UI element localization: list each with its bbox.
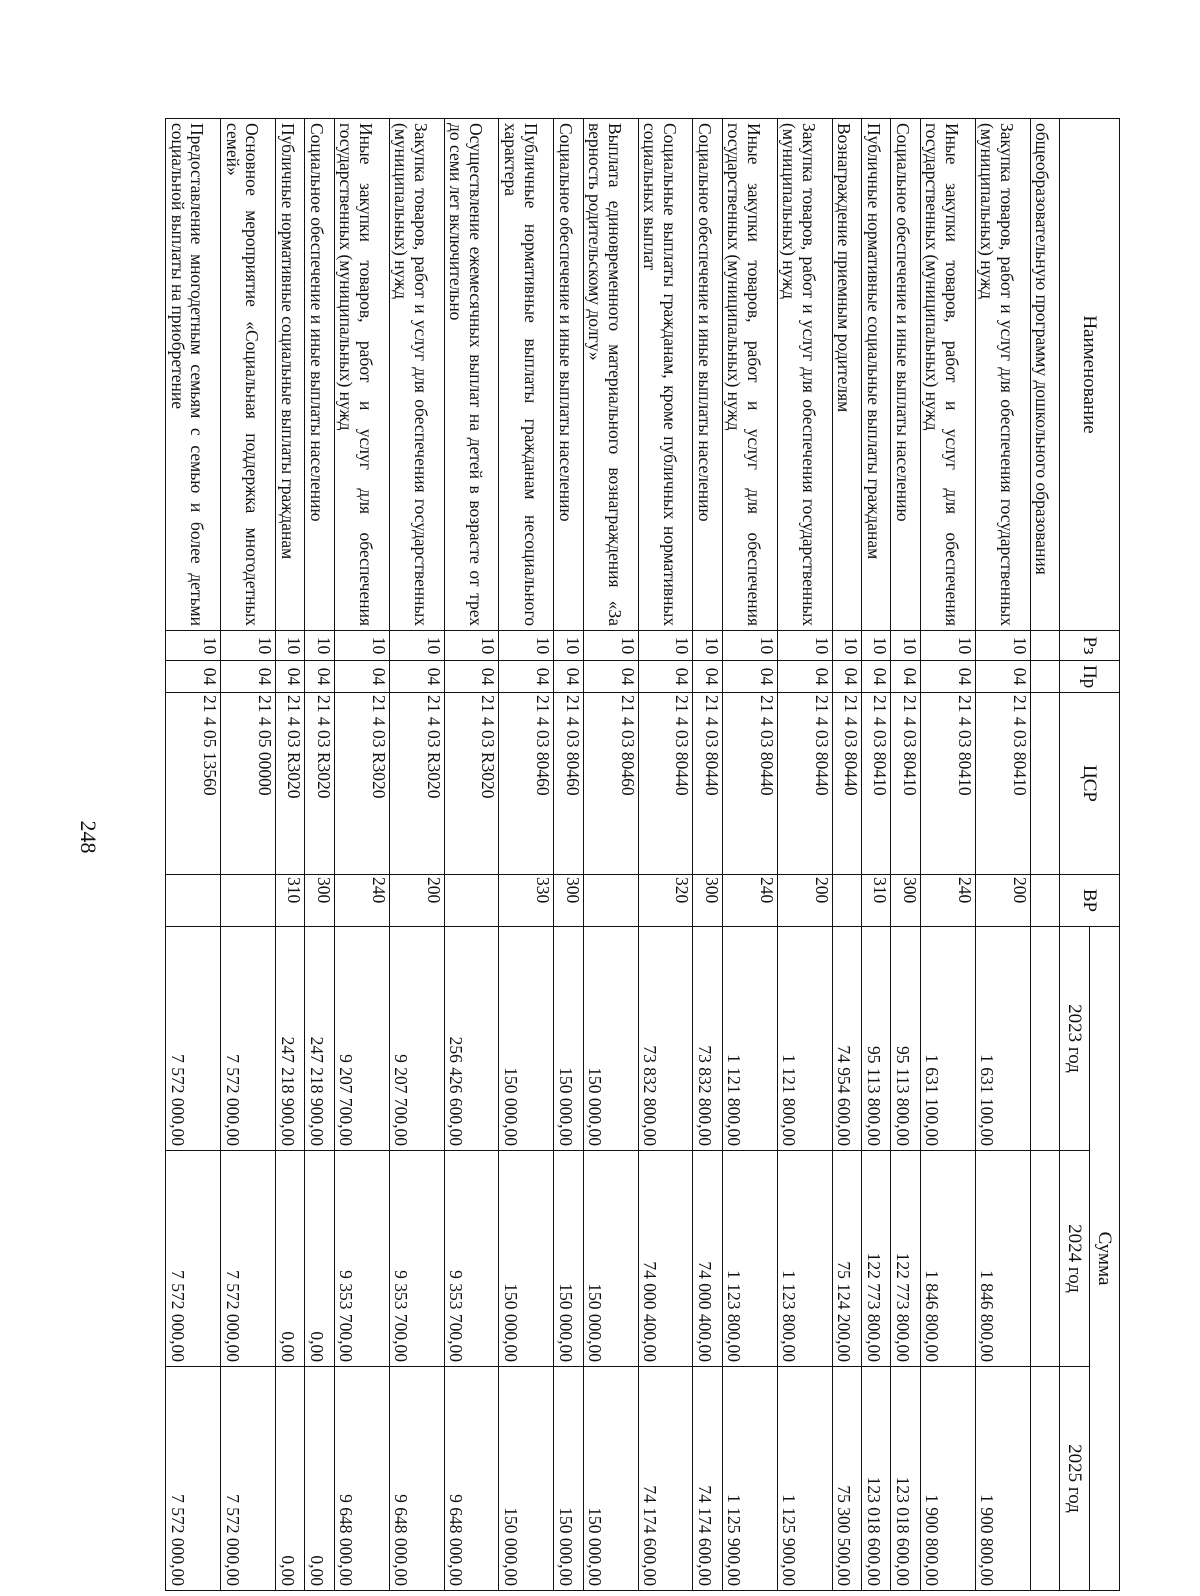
table-row [554,119,583,1591]
cell-2024: 150 000,00 [583,1151,638,1367]
cell-vr: 200 [777,875,832,927]
cell-2025: 1 900 800,00 [920,1367,975,1591]
cell-vr: 240 [920,875,975,927]
cell-rz: 10 [777,631,832,661]
cell-2024: 1 846 800,00 [975,1151,1030,1367]
cell-rz: 10 [554,631,583,661]
cell-csr: 21 4 05 00000 [221,693,276,875]
cell-csr: 21 4 03 80440 [693,693,722,875]
cell-name: общеобразовательную программу дошкольного образования [1030,119,1059,631]
cell-pr: 04 [554,661,583,693]
cell-2024: 1 123 800,00 [722,1151,777,1367]
header-2024: 2024 год [1060,1151,1090,1367]
cell-csr: 21 4 03 80440 [722,693,777,875]
cell-rz: 10 [722,631,777,661]
cell-name: Публичные нормативные выплаты гражданам несоциального характера [499,119,554,631]
cell-vr [1030,875,1059,927]
cell-2025: 1 125 900,00 [722,1367,777,1591]
cell-rz: 10 [305,631,334,661]
cell-2023: 247 218 900,00 [305,927,334,1151]
cell-2024: 1 846 800,00 [920,1151,975,1367]
cell-2024: 150 000,00 [499,1151,554,1367]
cell-2023: 7 572 000,00 [221,927,276,1151]
cell-csr: 21 4 03 80440 [777,693,832,875]
cell-name: Основное мероприятие «Социальная поддержка многодетных семей» [221,119,276,631]
header-2023: 2023 год [1060,927,1090,1151]
cell-vr: 200 [975,875,1030,927]
cell-name: Предоставление многодетным семьям с семью и более детьми социальной выплаты на приобретение [166,119,221,631]
cell-csr: 21 4 03 R3020 [305,693,334,875]
cell-2025: 9 648 000,00 [389,1367,444,1591]
table-row [221,119,276,1591]
cell-2025: 74 174 600,00 [638,1367,693,1591]
cell-2025: 74 174 600,00 [693,1367,722,1591]
cell-vr: 300 [305,875,334,927]
cell-2024: 7 572 000,00 [166,1151,221,1367]
cell-pr: 04 [275,661,304,693]
cell-pr [1030,661,1059,693]
cell-2025: 0,00 [275,1367,304,1591]
cell-2023: 7 572 000,00 [166,927,221,1151]
cell-rz: 10 [444,631,499,661]
table-row [777,119,832,1591]
cell-2025 [1030,1367,1059,1591]
cell-vr: 330 [499,875,554,927]
cell-2025: 75 300 500,00 [832,1367,861,1591]
cell-csr: 21 4 05 13560 [166,693,221,875]
cell-2025: 9 648 000,00 [334,1367,389,1591]
cell-csr: 21 4 03 80440 [638,693,693,875]
cell-name: Публичные нормативные социальные выплаты гражданам [275,119,304,631]
cell-rz: 10 [583,631,638,661]
cell-2023 [1030,927,1059,1151]
cell-2025: 150 000,00 [583,1367,638,1591]
cell-2023: 1 121 800,00 [777,927,832,1151]
cell-2023: 1 121 800,00 [722,927,777,1151]
cell-vr: 300 [891,875,920,927]
cell-rz: 10 [275,631,304,661]
cell-csr: 21 4 03 80460 [554,693,583,875]
table-row [693,119,722,1591]
cell-csr: 21 4 03 R3020 [389,693,444,875]
cell-name: Социальное обеспечение и иные выплаты населению [891,119,920,631]
cell-pr: 04 [389,661,444,693]
cell-csr: 21 4 03 80440 [832,693,861,875]
header-rz: Рз [1060,631,1120,661]
cell-csr: 21 4 03 R3020 [444,693,499,875]
cell-2024: 0,00 [305,1151,334,1367]
cell-name: Социальное обеспечение и иные выплаты населению [305,119,334,631]
cell-2024: 74 000 400,00 [638,1151,693,1367]
cell-vr [221,875,276,927]
table-row [975,119,1030,1591]
cell-rz: 10 [693,631,722,661]
table-row [583,119,638,1591]
cell-2023: 74 954 600,00 [832,927,861,1151]
cell-csr: 21 4 03 80410 [862,693,891,875]
cell-vr: 300 [554,875,583,927]
cell-2024: 122 773 800,00 [862,1151,891,1367]
cell-2025: 123 018 600,00 [891,1367,920,1591]
cell-pr: 04 [166,661,221,693]
cell-2024: 7 572 000,00 [221,1151,276,1367]
cell-name: Закупка товаров, работ и услуг для обеспечения государственных (муниципальных) нужд [975,119,1030,631]
cell-2023: 9 207 700,00 [389,927,444,1151]
cell-2023: 1 631 100,00 [920,927,975,1151]
cell-pr: 04 [920,661,975,693]
cell-rz: 10 [862,631,891,661]
cell-name: Социальное обеспечение и иные выплаты населению [693,119,722,631]
cell-name: Закупка товаров, работ и услуг для обеспечения государственных (муниципальных) нужд [389,119,444,631]
cell-2025: 7 572 000,00 [221,1367,276,1591]
cell-vr [444,875,499,927]
cell-2025: 1 900 800,00 [975,1367,1030,1591]
table-row [638,119,693,1591]
table-row [305,119,334,1591]
cell-pr: 04 [499,661,554,693]
cell-2025: 9 648 000,00 [444,1367,499,1591]
cell-rz: 10 [221,631,276,661]
rotated-table-area [165,118,1120,1590]
cell-pr: 04 [891,661,920,693]
cell-vr: 200 [389,875,444,927]
cell-name: Иные закупки товаров, работ и услуг для обеспечения государственных (муниципальных) нужд [722,119,777,631]
cell-2025: 123 018 600,00 [862,1367,891,1591]
cell-rz [1030,631,1059,661]
cell-rz: 10 [334,631,389,661]
cell-csr: 21 4 03 80410 [975,693,1030,875]
table-row [275,119,304,1591]
cell-rz: 10 [832,631,861,661]
cell-rz: 10 [891,631,920,661]
cell-2023: 1 631 100,00 [975,927,1030,1151]
cell-csr: 21 4 03 R3020 [334,693,389,875]
cell-rz: 10 [389,631,444,661]
header-csr: ЦСР [1060,693,1120,875]
cell-name: Выплата единовременного материального вознаграждения «За верность родительскому долгу» [583,119,638,631]
cell-name: Социальные выплаты гражданам, кроме публичных нормативных социальных выплат [638,119,693,631]
cell-pr: 04 [444,661,499,693]
cell-2024: 1 123 800,00 [777,1151,832,1367]
cell-2024: 150 000,00 [554,1151,583,1367]
cell-pr: 04 [777,661,832,693]
cell-2023: 73 832 800,00 [693,927,722,1151]
cell-vr: 240 [722,875,777,927]
table-row [499,119,554,1591]
cell-2025: 7 572 000,00 [166,1367,221,1591]
cell-rz: 10 [638,631,693,661]
table-row [862,119,891,1591]
header-2025: 2025 год [1060,1367,1090,1591]
cell-vr [832,875,861,927]
cell-vr: 240 [334,875,389,927]
cell-2023: 256 426 600,00 [444,927,499,1151]
cell-csr: 21 4 03 R3020 [275,693,304,875]
table-row [832,119,861,1591]
header-summa: Сумма [1090,927,1120,1591]
table-body [166,119,1060,1591]
cell-pr: 04 [693,661,722,693]
cell-name: Осуществление ежемесячных выплат на детей в возрасте от трех до семи лет включительно [444,119,499,631]
header-pr: Пр [1060,661,1120,693]
cell-vr [583,875,638,927]
cell-vr: 300 [693,875,722,927]
cell-vr: 310 [862,875,891,927]
cell-2023: 150 000,00 [499,927,554,1151]
table-row [334,119,389,1591]
cell-2025: 1 125 900,00 [777,1367,832,1591]
header-name: Наименование [1060,119,1120,631]
cell-2023: 73 832 800,00 [638,927,693,1151]
cell-vr [166,875,221,927]
cell-csr: 21 4 03 80410 [920,693,975,875]
cell-name: Публичные нормативные социальные выплаты гражданам [862,119,891,631]
cell-2024: 75 124 200,00 [832,1151,861,1367]
cell-pr: 04 [862,661,891,693]
cell-pr: 04 [975,661,1030,693]
cell-pr: 04 [638,661,693,693]
cell-2023: 247 218 900,00 [275,927,304,1151]
table-row [920,119,975,1591]
cell-pr: 04 [832,661,861,693]
cell-rz: 10 [920,631,975,661]
table-row [444,119,499,1591]
cell-rz: 10 [166,631,221,661]
budget-table [165,118,1120,1591]
cell-vr: 320 [638,875,693,927]
cell-pr: 04 [334,661,389,693]
cell-2025: 150 000,00 [499,1367,554,1591]
table-row [166,119,221,1591]
cell-csr: 21 4 03 80460 [583,693,638,875]
cell-name: Иные закупки товаров, работ и услуг для обеспечения государственных (муниципальных) нужд [920,119,975,631]
cell-csr: 21 4 03 80460 [499,693,554,875]
cell-2024: 0,00 [275,1151,304,1367]
cell-pr: 04 [305,661,334,693]
cell-2024 [1030,1151,1059,1367]
cell-2024: 9 353 700,00 [334,1151,389,1367]
cell-pr: 04 [583,661,638,693]
cell-csr [1030,693,1059,875]
cell-2023: 150 000,00 [554,927,583,1151]
cell-2024: 9 353 700,00 [444,1151,499,1367]
cell-2023: 9 207 700,00 [334,927,389,1151]
table-row [722,119,777,1591]
cell-2023: 150 000,00 [583,927,638,1151]
cell-2023: 95 113 800,00 [862,927,891,1151]
cell-name: Вознаграждение приемным родителям [832,119,861,631]
table-row [389,119,444,1591]
cell-name: Социальное обеспечение и иные выплаты населению [554,119,583,631]
cell-2024: 122 773 800,00 [891,1151,920,1367]
cell-pr: 04 [221,661,276,693]
cell-name: Закупка товаров, работ и услуг для обеспечения государственных (муниципальных) нужд [777,119,832,631]
table-row [1030,119,1059,1591]
cell-vr: 310 [275,875,304,927]
cell-2024: 9 353 700,00 [389,1151,444,1367]
header-vr: ВР [1060,875,1120,927]
page-number: 248 [76,820,101,854]
cell-rz: 10 [975,631,1030,661]
cell-2025: 150 000,00 [554,1367,583,1591]
cell-2024: 74 000 400,00 [693,1151,722,1367]
cell-2023: 95 113 800,00 [891,927,920,1151]
cell-2025: 0,00 [305,1367,334,1591]
cell-rz: 10 [499,631,554,661]
cell-name: Иные закупки товаров, работ и услуг для обеспечения государственных (муниципальных) нужд [334,119,389,631]
cell-csr: 21 4 03 80410 [891,693,920,875]
table-row [891,119,920,1591]
cell-pr: 04 [722,661,777,693]
